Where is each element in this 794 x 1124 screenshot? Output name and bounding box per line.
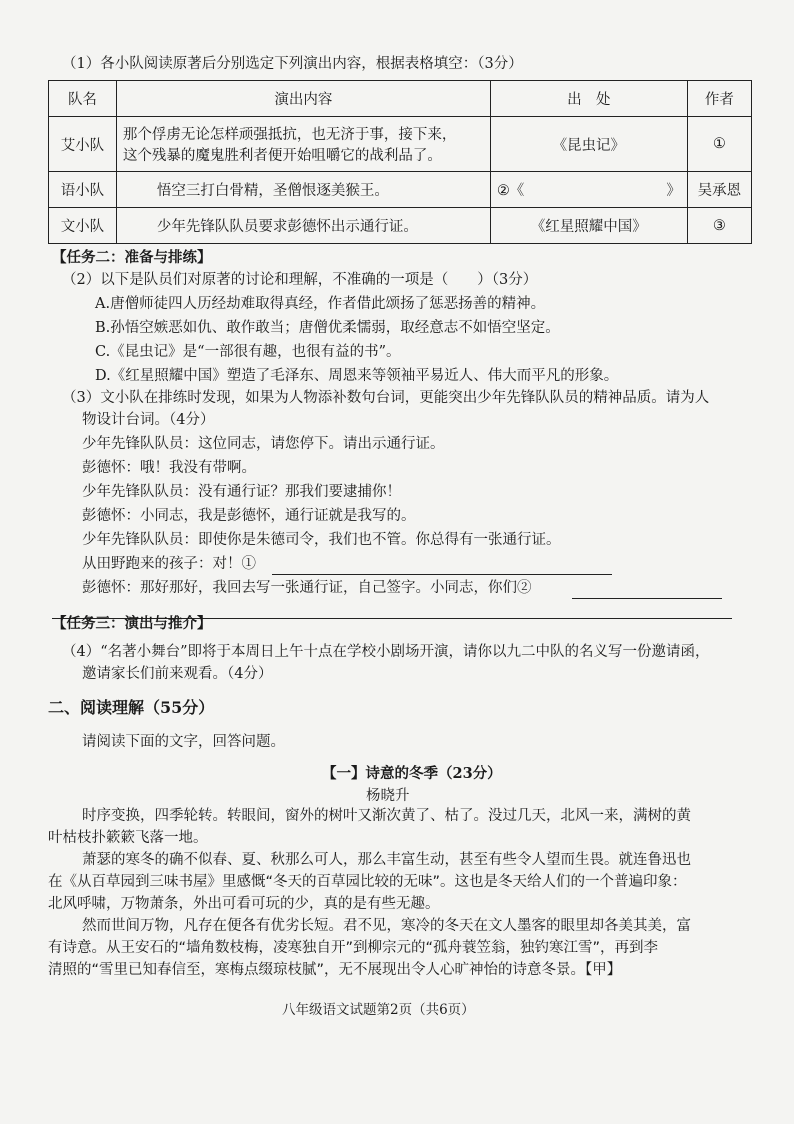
- article-line: 北风呼啸，万物萧条，外出可看可玩的少，真的是有些无趣。: [48, 896, 440, 912]
- section-2-instruction: 请阅读下面的文字，回答问题。: [82, 734, 285, 750]
- dialogue-line: 少年先锋队队员：这位同志，请您停下。请出示通行证。: [82, 436, 445, 452]
- article-line: 有诗意。从王安石的“墙角数枝梅，凌寒独自开”到柳宗元的“孤舟蓑笠翁，独钓寒江雪”，再到李: [48, 940, 659, 956]
- table-header-row: [49, 81, 752, 117]
- question-3-prompt: （3）文小队在排练时发现，如果为人物添补数句台词，更能突出少年先锋队队员的精神品质。请为人: [62, 390, 710, 406]
- option-c: C.《昆虫记》是“一部很有趣，也很有益的书”。: [95, 344, 401, 360]
- task2-title: 【任务二：准备与排练】: [52, 249, 212, 266]
- content-cell: 少年先锋队队员要求彭德怀出示通行证。: [116, 208, 490, 244]
- author-blank-1[interactable]: ①: [687, 117, 751, 172]
- team-cell: 语小队: [49, 172, 117, 208]
- table-row: [49, 208, 752, 244]
- dialogue-line: 从田野跑来的孩子：对！①: [82, 556, 256, 572]
- team-cell: 文小队: [49, 208, 117, 244]
- content-line: 那个俘虏无论怎样顽强抵抗，也无济于事，接下来，: [122, 127, 457, 143]
- question-2-prompt: （2）以下是队员们对原著的讨论和理解，不准确的一项是（ ）（3分）: [62, 272, 538, 288]
- question-1-prompt: （1）各小队阅读原著后分别选定下列演出内容，根据表格填空：（3分）: [62, 56, 523, 72]
- table-row: [49, 117, 752, 172]
- question-4-prompt: （4）“名著小舞台”即将于本周日上午十点在学校小剧场开演，请你以九二中队的名义写一份邀请函，: [62, 644, 710, 660]
- source-blank-2[interactable]: [490, 172, 687, 208]
- page-footer: 八年级语文试题第2页（共6页）: [282, 1002, 475, 1018]
- article-line: 在《从百草园到三味书屋》里感慨“冬天的百草园比较的无味”。这也是冬天给人们的一个普遍印象：: [48, 874, 687, 890]
- source-cell: 《红星照耀中国》: [490, 208, 687, 244]
- answer-line-2[interactable]: [572, 598, 722, 599]
- article-line: 叶枯枝扑簌簌飞落一地。: [48, 830, 208, 846]
- article-line: 清照的“雪里已知春信至，寒梅点缀琼枝腻”，无不展现出令人心旷神怡的诗意冬景。【甲】: [48, 962, 622, 978]
- article-line: 时序变换，四季轮转。转眼间，窗外的树叶又渐次黄了、枯了。没过几天，北风一来，满树的黄: [82, 808, 691, 824]
- question-3-prompt-cont: 物设计台词。（4分）: [82, 412, 215, 428]
- option-a: A.唐僧师徒四人历经劫难取得真经，作者借此颂扬了惩恶扬善的精神。: [95, 296, 546, 312]
- content-cell: 悟空三打白骨精，圣僧恨逐美猴王。: [116, 172, 490, 208]
- dialogue-line: 彭德怀：那好那好，我回去写一张通行证，自己签字。小同志，你们②: [82, 580, 532, 596]
- team-cell: 艾小队: [49, 117, 117, 172]
- dialogue-line: 少年先锋队队员：即使你是朱德司令，我们也不管。你总得有一张通行证。: [82, 532, 561, 548]
- article-author: 杨晓升: [366, 788, 410, 804]
- header-author: 作者: [687, 81, 751, 117]
- answer-line-1[interactable]: [272, 574, 612, 575]
- performance-table: [48, 80, 752, 244]
- author-blank-3[interactable]: ③: [687, 208, 751, 244]
- table-row: [49, 172, 752, 208]
- author-cell: 吴承恩: [687, 172, 751, 208]
- option-b: B.孙悟空嫉恶如仇、敢作敢当；唐僧优柔懦弱，取经意志不如悟空坚定。: [95, 320, 560, 336]
- source-cell: 《昆虫记》: [490, 117, 687, 172]
- source-close: 》: [666, 183, 681, 199]
- dialogue-line: 彭德怀：哦！我没有带啊。: [82, 460, 256, 476]
- content-line: 这个残暴的魔鬼胜利者便开始咀嚼它的战利品了。: [122, 148, 442, 164]
- question-4-prompt-cont: 邀请家长们前来观看。（4分）: [82, 666, 273, 682]
- article-line: 然而世间万物，凡存在便各有优劣长短。君不见，寒冷的冬天在文人墨客的眼里却各美其美，富: [82, 918, 691, 934]
- article-title: 【一】诗意的冬季（23分）: [322, 765, 502, 782]
- section-2-title: 二、阅读理解（55分）: [48, 698, 215, 717]
- header-source: 出 处: [490, 81, 687, 117]
- task3-title: 【任务三：演出与推介】: [52, 615, 212, 632]
- article-line: 萧瑟的寒冬的确不似春、夏、秋那么可人，那么丰富生动，甚至有些令人望而生畏。就连鲁迅也: [82, 852, 691, 868]
- content-cell: [116, 117, 490, 172]
- header-content: 演出内容: [116, 81, 490, 117]
- option-d: D.《红星照耀中国》塑造了毛泽东、周恩来等领袖平易近人、伟大而平凡的形象。: [95, 368, 619, 384]
- dialogue-line: 少年先锋队队员：没有通行证？那我们要逮捕你！: [82, 484, 401, 500]
- dialogue-line: 彭德怀：小同志，我是彭德怀，通行证就是我写的。: [82, 508, 416, 524]
- header-team: 队名: [49, 81, 117, 117]
- source-open: ②《: [496, 183, 525, 199]
